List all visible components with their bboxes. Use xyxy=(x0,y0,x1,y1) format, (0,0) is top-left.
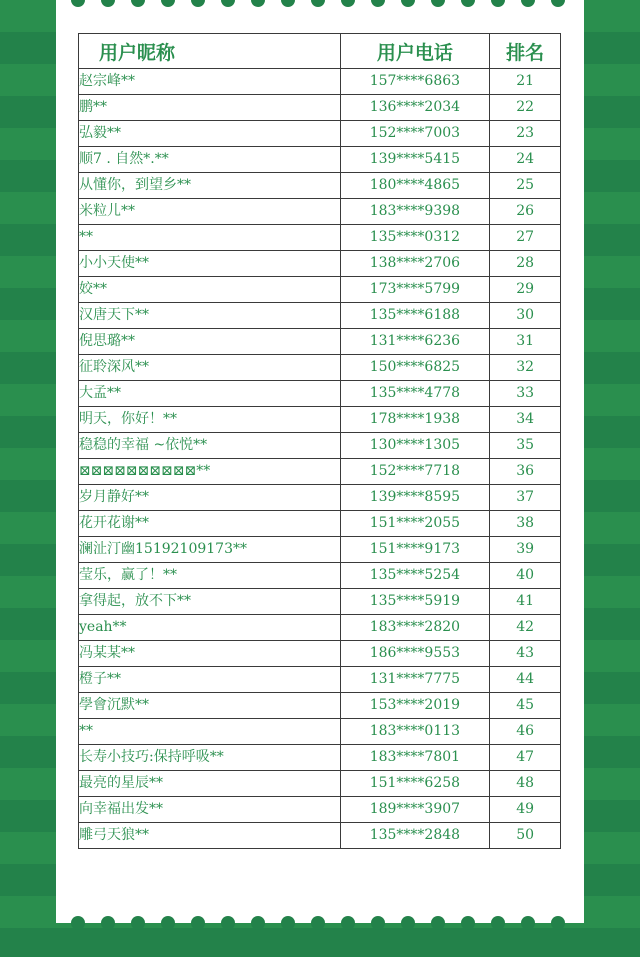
scallop-dot xyxy=(431,916,445,930)
phone-cell: 135****5919 xyxy=(340,589,490,615)
rank-cell: 25 xyxy=(490,173,561,199)
nickname-cell: 姣** xyxy=(79,277,341,303)
scallop-dot xyxy=(401,0,415,7)
table-row xyxy=(79,303,561,329)
rank-cell: 37 xyxy=(490,485,561,511)
rank-cell: 38 xyxy=(490,511,561,537)
scallop-dot xyxy=(221,916,235,930)
nickname-cell: ⊠⊠⊠⊠⊠⊠⊠⊠⊠⊠** xyxy=(79,459,341,485)
rank-cell: 46 xyxy=(490,719,561,745)
nickname-cell: 大孟** xyxy=(79,381,341,407)
phone-cell: 138****2706 xyxy=(340,251,490,277)
rank-cell: 32 xyxy=(490,355,561,381)
table-row xyxy=(79,511,561,537)
rank-cell: 22 xyxy=(490,95,561,121)
scallop-dot xyxy=(281,916,295,930)
rank-cell: 35 xyxy=(490,433,561,459)
scallop-dot xyxy=(551,916,565,930)
nickname-cell: 明天，你好！** xyxy=(79,407,341,433)
phone-cell: 150****6825 xyxy=(340,355,490,381)
rank-cell: 34 xyxy=(490,407,561,433)
nickname-cell: 弘毅** xyxy=(79,121,341,147)
nickname-cell: 學會沉默** xyxy=(79,693,341,719)
rank-cell: 41 xyxy=(490,589,561,615)
rank-cell: 26 xyxy=(490,199,561,225)
scallop-dot xyxy=(461,916,475,930)
table-row xyxy=(79,771,561,797)
scallop-dot xyxy=(191,916,205,930)
table-row xyxy=(79,121,561,147)
phone-cell: 131****6236 xyxy=(340,329,490,355)
phone-cell: 183****0113 xyxy=(340,719,490,745)
rank-cell: 23 xyxy=(490,121,561,147)
rank-cell: 39 xyxy=(490,537,561,563)
table-row xyxy=(79,693,561,719)
scallop-dot xyxy=(191,0,205,7)
scallop-dot xyxy=(101,916,115,930)
rank-cell: 21 xyxy=(490,69,561,95)
rank-cell: 47 xyxy=(490,745,561,771)
phone-cell: 151****6258 xyxy=(340,771,490,797)
phone-cell: 183****7801 xyxy=(340,745,490,771)
phone-cell: 139****5415 xyxy=(340,147,490,173)
header-rank: 排名 xyxy=(490,34,561,69)
rank-cell: 42 xyxy=(490,615,561,641)
rank-cell: 30 xyxy=(490,303,561,329)
table-row xyxy=(79,537,561,563)
table-row xyxy=(79,69,561,95)
table-row xyxy=(79,719,561,745)
table-header-row xyxy=(79,34,561,69)
nickname-cell: 顺7 . 自然*.** xyxy=(79,147,341,173)
scallop-dot xyxy=(341,0,355,7)
table-row xyxy=(79,745,561,771)
rank-cell: 27 xyxy=(490,225,561,251)
table-row xyxy=(79,355,561,381)
table-row xyxy=(79,329,561,355)
table-row xyxy=(79,615,561,641)
scallop-dot xyxy=(521,0,535,7)
scallop-dot xyxy=(161,916,175,930)
phone-cell: 151****9173 xyxy=(340,537,490,563)
phone-cell: 183****2820 xyxy=(340,615,490,641)
scallop-dot xyxy=(491,916,505,930)
table-row xyxy=(79,199,561,225)
scallop-dot xyxy=(341,916,355,930)
scallop-dot xyxy=(461,0,475,7)
table-row xyxy=(79,251,561,277)
rank-cell: 43 xyxy=(490,641,561,667)
scallop-dot xyxy=(551,0,565,7)
scallop-dot xyxy=(431,0,445,7)
ranking-table xyxy=(78,33,561,849)
nickname-cell: 澜沚汀幽15192109173** xyxy=(79,537,341,563)
scallop-dot xyxy=(371,0,385,7)
phone-cell: 178****1938 xyxy=(340,407,490,433)
rank-cell: 40 xyxy=(490,563,561,589)
nickname-cell: 岁月静好** xyxy=(79,485,341,511)
table-row xyxy=(79,823,561,849)
rank-cell: 45 xyxy=(490,693,561,719)
nickname-cell: 雕弓天狼** xyxy=(79,823,341,849)
phone-cell: 173****5799 xyxy=(340,277,490,303)
table-row xyxy=(79,797,561,823)
table-row xyxy=(79,225,561,251)
nickname-cell: 征聆深风** xyxy=(79,355,341,381)
scallop-edge-top xyxy=(56,0,584,7)
table-row xyxy=(79,459,561,485)
scallop-dot xyxy=(131,0,145,7)
scallop-dot xyxy=(371,916,385,930)
nickname-cell: 冯某某** xyxy=(79,641,341,667)
nickname-cell: ** xyxy=(79,719,341,745)
rank-cell: 31 xyxy=(490,329,561,355)
phone-cell: 135****0312 xyxy=(340,225,490,251)
phone-cell: 135****6188 xyxy=(340,303,490,329)
nickname-cell: 橙子** xyxy=(79,667,341,693)
phone-cell: 152****7718 xyxy=(340,459,490,485)
scallop-dot xyxy=(101,0,115,7)
nickname-cell: ** xyxy=(79,225,341,251)
table-row xyxy=(79,433,561,459)
rank-cell: 36 xyxy=(490,459,561,485)
table-row xyxy=(79,589,561,615)
scallop-dot xyxy=(401,916,415,930)
scallop-dot xyxy=(521,916,535,930)
table-row xyxy=(79,641,561,667)
table-row xyxy=(79,667,561,693)
scallop-dot xyxy=(161,0,175,7)
table-row xyxy=(79,485,561,511)
nickname-cell: 小小天使** xyxy=(79,251,341,277)
scallop-dot xyxy=(311,916,325,930)
phone-cell: 183****9398 xyxy=(340,199,490,225)
scallop-dot xyxy=(71,0,85,7)
nickname-cell: 长寿小技巧:保持呼吸** xyxy=(79,745,341,771)
header-nickname: 用户昵称 xyxy=(79,34,341,69)
table-row xyxy=(79,563,561,589)
phone-cell: 135****4778 xyxy=(340,381,490,407)
rank-cell: 50 xyxy=(490,823,561,849)
nickname-cell: 花开花谢** xyxy=(79,511,341,537)
nickname-cell: 从懂你，到望乡** xyxy=(79,173,341,199)
scallop-dot xyxy=(251,0,265,7)
rank-cell: 49 xyxy=(490,797,561,823)
rank-cell: 48 xyxy=(490,771,561,797)
rank-cell: 24 xyxy=(490,147,561,173)
nickname-cell: 拿得起，放不下** xyxy=(79,589,341,615)
phone-cell: 139****8595 xyxy=(340,485,490,511)
phone-cell: 157****6863 xyxy=(340,69,490,95)
phone-cell: 151****2055 xyxy=(340,511,490,537)
scallop-dot xyxy=(491,0,505,7)
rank-cell: 44 xyxy=(490,667,561,693)
nickname-cell: 莹乐，赢了！** xyxy=(79,563,341,589)
rank-cell: 33 xyxy=(490,381,561,407)
nickname-cell: yeah** xyxy=(79,615,341,641)
nickname-cell: 最亮的星辰** xyxy=(79,771,341,797)
rank-cell: 29 xyxy=(490,277,561,303)
scallop-dot xyxy=(311,0,325,7)
table-row xyxy=(79,381,561,407)
scallop-dot xyxy=(131,916,145,930)
nickname-cell: 米粒儿** xyxy=(79,199,341,225)
nickname-cell: 稳稳的幸福 ~依悦** xyxy=(79,433,341,459)
table-row xyxy=(79,173,561,199)
phone-cell: 135****5254 xyxy=(340,563,490,589)
header-phone: 用户电话 xyxy=(340,34,490,69)
nickname-cell: 汉唐天下** xyxy=(79,303,341,329)
phone-cell: 152****7003 xyxy=(340,121,490,147)
table-row xyxy=(79,407,561,433)
phone-cell: 180****4865 xyxy=(340,173,490,199)
scallop-dot xyxy=(221,0,235,7)
table-row xyxy=(79,147,561,173)
phone-cell: 136****2034 xyxy=(340,95,490,121)
nickname-cell: 倪思璐** xyxy=(79,329,341,355)
nickname-cell: 向幸福出发** xyxy=(79,797,341,823)
phone-cell: 153****2019 xyxy=(340,693,490,719)
phone-cell: 131****7775 xyxy=(340,667,490,693)
nickname-cell: 赵宗峰** xyxy=(79,69,341,95)
phone-cell: 130****1305 xyxy=(340,433,490,459)
scallop-dot xyxy=(281,0,295,7)
scallop-dot xyxy=(251,916,265,930)
rank-cell: 28 xyxy=(490,251,561,277)
phone-cell: 186****9553 xyxy=(340,641,490,667)
phone-cell: 189****3907 xyxy=(340,797,490,823)
scallop-edge-bottom xyxy=(56,916,584,930)
nickname-cell: 鹏** xyxy=(79,95,341,121)
table-row xyxy=(79,95,561,121)
phone-cell: 135****2848 xyxy=(340,823,490,849)
table-row xyxy=(79,277,561,303)
scallop-dot xyxy=(71,916,85,930)
